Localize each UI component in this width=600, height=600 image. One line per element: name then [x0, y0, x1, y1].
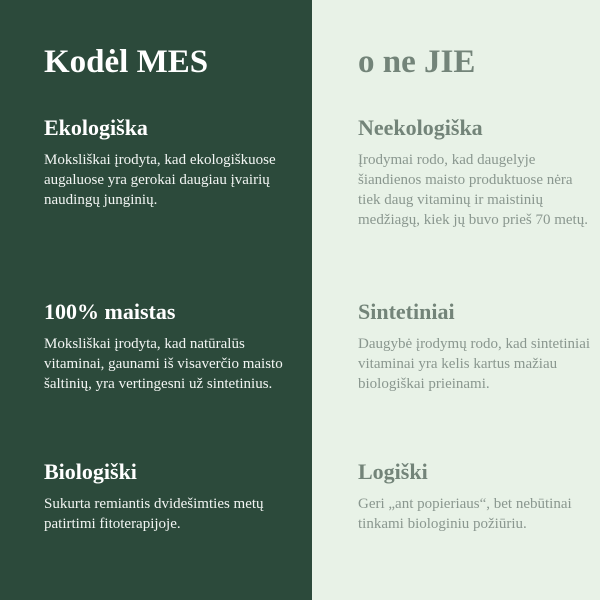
us-section-heading: Ekologiška: [44, 115, 148, 140]
us-section-whole-food: [44, 300, 284, 394]
us-section-text: Moksliškai įrodyta, kad natūralūs vitaminai, gaunami iš visaverčio maisto šaltinių, yra vertingesni už sintetinius.: [44, 336, 283, 393]
us-section-heading: 100% maistas: [44, 299, 176, 324]
them-section-heading: Neekologiška: [358, 115, 483, 140]
them-section-text: Geri „ant popieriaus“, bet nebūtinai tinkami biologiniu požiūriu.: [358, 496, 572, 533]
us-section-heading: Biologiški: [44, 459, 137, 484]
them-section-heading: Sintetiniai: [358, 299, 455, 324]
them-section-synthetic: [358, 300, 593, 394]
us-section-text: Sukurta remiantis dvidešimties metų patirtimi fitoterapijoje.: [44, 496, 264, 533]
them-section-text: Daugybė įrodymų rodo, kad sintetiniai vitaminai yra kelis kartus mažiau biologiškai prieinami.: [358, 336, 591, 393]
them-column: [312, 0, 600, 600]
us-section-text: Moksliškai įrodyta, kad ekologiškuose augaluose yra gerokai daugiau įvairių naudingų junginių.: [44, 152, 276, 209]
them-title: o ne JIE: [358, 44, 476, 80]
them-section-heading: Logiški: [358, 459, 428, 484]
them-section-non-ecological: [358, 116, 593, 230]
us-section-ecological: [44, 116, 284, 210]
us-section-biological: [44, 460, 284, 534]
them-section-logical: [358, 460, 593, 534]
them-section-text: Įrodymai rodo, kad daugelyje šiandienos maisto produktuose nėra tiek daug vitaminų ir maistinių medžiagų, kiek jų buvo prieš 70 metų.: [358, 152, 588, 229]
us-title: Kodėl MES: [44, 44, 209, 80]
